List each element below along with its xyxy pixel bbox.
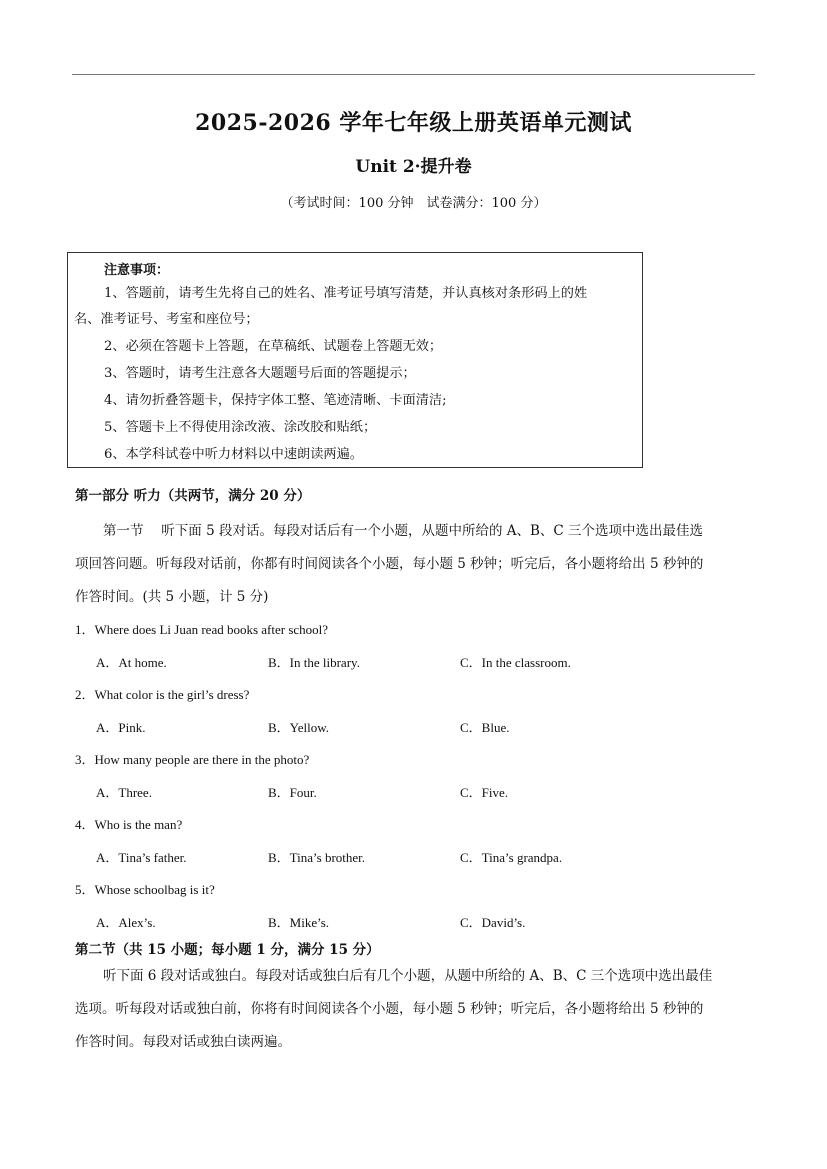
option-b: B．Mike’s. bbox=[268, 915, 330, 930]
part1-heading: 第一部分 听力（共两节，满分 20 分） bbox=[75, 488, 311, 504]
notice-title: 注意事项： bbox=[104, 263, 170, 278]
notice-item: 3、答题时，请考生注意各大题题号后面的答题提示； bbox=[104, 366, 416, 381]
question-4: 4．Who is the man? bbox=[75, 817, 183, 832]
notice-item: 名、准考证号、考室和座位号； bbox=[74, 312, 259, 327]
section2-instructions: 听下面 6 段对话或独白。每段对话或独白后有几个小题，从题中所给的 A、B、C 三个选项中选出最佳 bbox=[103, 968, 713, 984]
question-1: 1．Where does Li Juan read books after school? bbox=[75, 622, 329, 637]
exam-subtitle: Unit 2·提升卷 bbox=[355, 157, 472, 177]
notice-item: 2、必须在答题卡上答题，在草稿纸、试题卷上答题无效； bbox=[104, 339, 443, 354]
notice-item: 1、答题前，请考生先将自己的姓名、准考证号填写清楚，并认真核对条形码上的姓 bbox=[104, 286, 588, 301]
option-b: B．In the library. bbox=[268, 655, 360, 670]
notice-box bbox=[67, 252, 643, 468]
section2-instructions: 作答时间。每段对话或独白读两遍。 bbox=[75, 1034, 291, 1050]
option-b: B．Yellow. bbox=[268, 720, 330, 735]
option-b: B．Tina’s brother. bbox=[268, 850, 366, 865]
option-b: B．Four. bbox=[268, 785, 317, 800]
notice-item: 6、本学科试卷中听力材料以中速朗读两遍。 bbox=[104, 447, 363, 462]
option-c: C．Blue. bbox=[460, 720, 510, 735]
question-2: 2．What color is the girl’s dress? bbox=[75, 687, 250, 702]
exam-title: 2025-2026 学年七年级上册英语单元测试 bbox=[195, 110, 632, 136]
section2-heading: 第二节（共 15 小题；每小题 1 分，满分 15 分） bbox=[75, 942, 380, 958]
option-a: A．Pink. bbox=[96, 720, 146, 735]
notice-item: 5、答题卡上不得使用涂改液、涂改胶和贴纸； bbox=[104, 420, 377, 435]
section1-instructions: 作答时间。(共 5 小题，计 5 分) bbox=[75, 589, 269, 605]
option-c: C．Tina’s grandpa. bbox=[460, 850, 563, 865]
option-c: C．David’s. bbox=[460, 915, 526, 930]
question-5: 5．Whose schoolbag is it? bbox=[75, 882, 215, 897]
exam-info: （考试时间：100 分钟 试卷满分：100 分） bbox=[280, 196, 547, 211]
option-c: C．In the classroom. bbox=[460, 655, 571, 670]
section1-instructions: 第一节 听下面 5 段对话。每段对话后有一个小题，从题中所给的 A、B、C 三个选项中选出最佳选 bbox=[103, 523, 704, 539]
option-a: A．Three. bbox=[96, 785, 152, 800]
option-a: A．At home. bbox=[96, 655, 167, 670]
option-a: A．Alex’s. bbox=[96, 915, 156, 930]
section1-instructions: 项回答问题。听每段对话前，你都有时间阅读各个小题，每小题 5 秒钟；听完后，各小题将给出 5 秒钟的 bbox=[75, 556, 704, 572]
option-a: A．Tina’s father. bbox=[96, 850, 187, 865]
header-rule bbox=[72, 74, 755, 75]
section2-instructions: 选项。听每段对话或独白前，你将有时间阅读各个小题，每小题 5 秒钟；听完后，各小题将给出 5 秒钟的 bbox=[75, 1001, 704, 1017]
option-c: C．Five. bbox=[460, 785, 509, 800]
question-3: 3．How many people are there in the photo? bbox=[75, 752, 310, 767]
notice-item: 4、请勿折叠答题卡，保持字体工整、笔迹清晰、卡面清洁; bbox=[104, 393, 447, 408]
